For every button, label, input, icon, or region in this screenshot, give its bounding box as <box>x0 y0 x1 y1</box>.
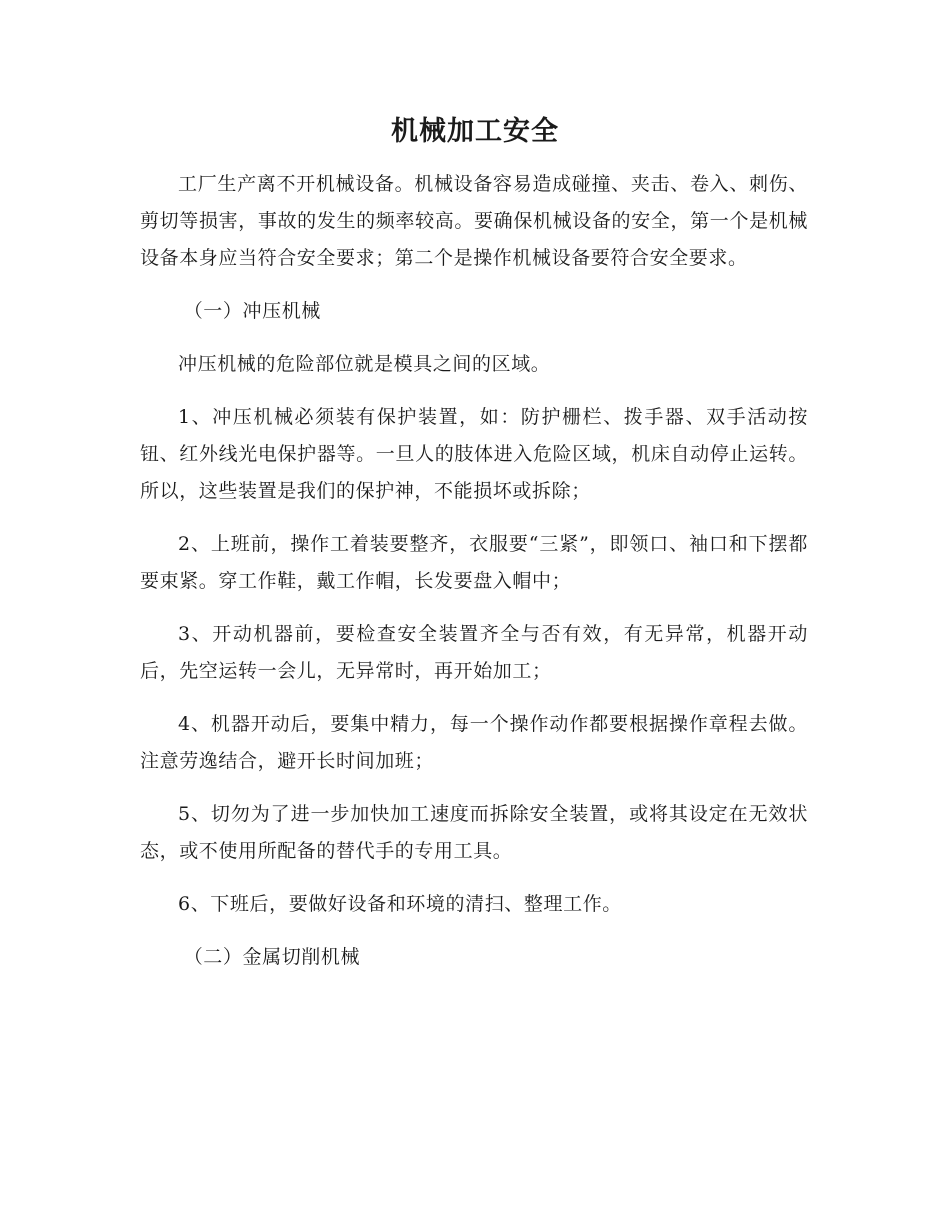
section-heading-metal-cutting: （二）金属切削机械 <box>183 946 361 968</box>
document-title: 机械加工安全 <box>391 116 559 147</box>
document-body <box>140 166 808 976</box>
paragraph-gap <box>140 690 808 706</box>
section-lead-paragraph: 冲压机械的危险部位就是模具之间的区域。 <box>178 353 551 375</box>
list-item-2: 2、上班前，操作工着装要整齐，衣服要“三紧”，即领口、袖口和下摆都要束紧。穿工作鞋，戴工作帽，长发要盘入帽中； <box>140 533 808 592</box>
paragraph-gap <box>140 383 808 399</box>
paragraph-gap <box>140 600 808 616</box>
paragraph-gap <box>140 277 808 293</box>
paragraph-gap <box>140 923 808 939</box>
list-item-5: 5、切勿为了进一步加快加工速度而拆除安全装置，或将其设定在无效状态，或不使用所配备的替代手的专用工具。 <box>140 803 808 862</box>
section-heading-stamping: （一）冲压机械 <box>183 300 321 322</box>
list-item-1: 1、冲压机械必须装有保护装置，如：防护栅栏、拨手器、双手活动按钮、红外线光电保护器等。一旦人的肢体进入危险区域，机床自动停止运转。所以，这些装置是我们的保护神，不能损坏或拆除； <box>140 406 808 502</box>
intro-paragraph: 工厂生产离不开机械设备。机械设备容易造成碰撞、夹击、卷入、刺伤、剪切等损害，事故的发生的频率较高。要确保机械设备的安全，第一个是机械设备本身应当符合安全要求；第二个是操作机械设备要符合安全要求。 <box>140 173 808 269</box>
paragraph-gap <box>140 870 808 886</box>
list-item-6: 6、下班后，要做好设备和环境的清扫、整理工作。 <box>178 893 622 915</box>
list-item-4: 4、机器开动后，要集中精力，每一个操作动作都要根据操作章程去做。注意劳逸结合，避开长时间加班； <box>140 713 808 772</box>
paragraph-gap <box>140 330 808 346</box>
paragraph-gap <box>140 780 808 796</box>
paragraph-gap <box>140 510 808 526</box>
list-item-3: 3、开动机器前，要检查安全装置齐全与否有效，有无异常，机器开动后，先空运转一会儿，无异常时，再开始加工； <box>140 623 808 682</box>
